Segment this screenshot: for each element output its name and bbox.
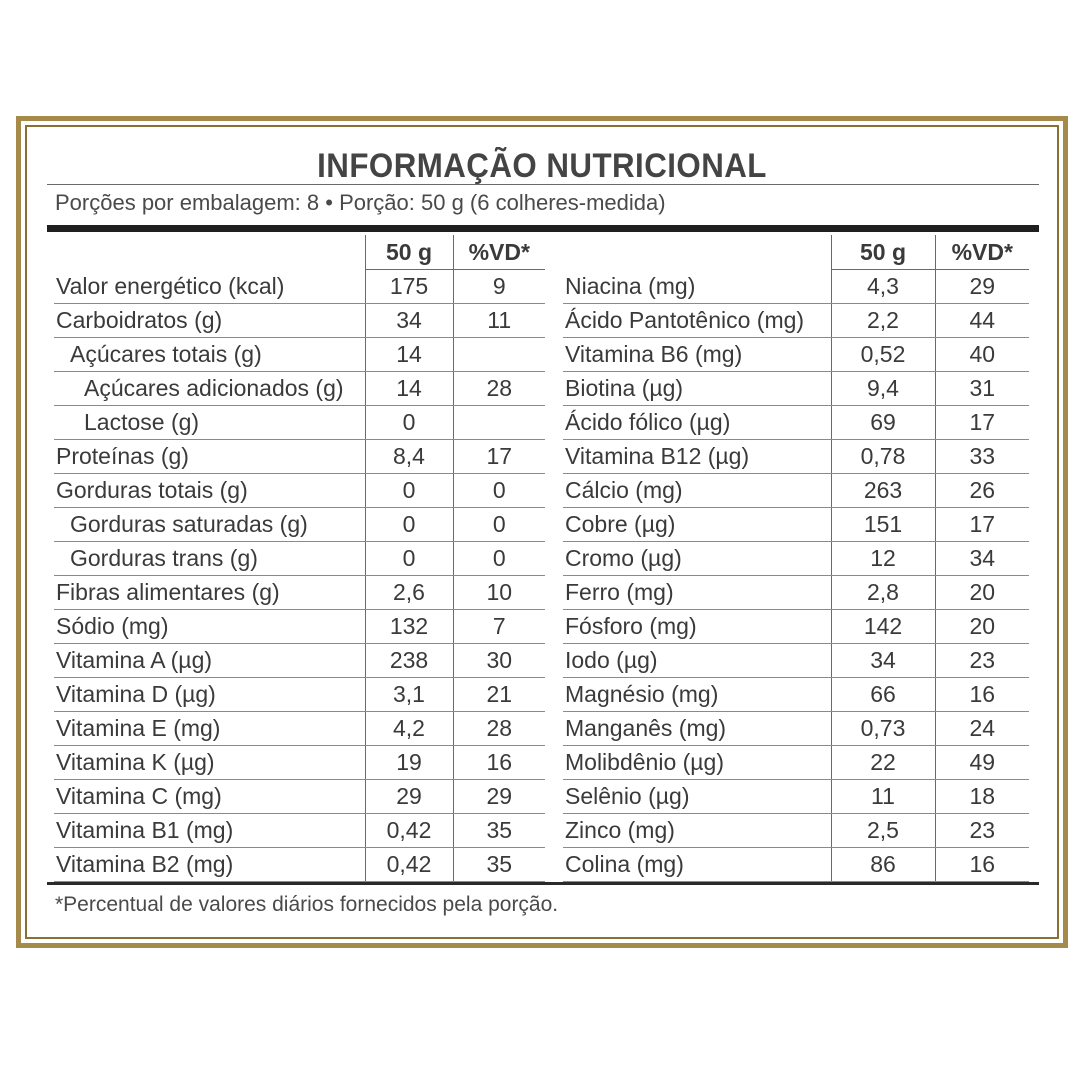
table-row [563, 372, 1029, 406]
nutrient-name: Vitamina B6 (mg) [563, 338, 831, 372]
table-row [54, 304, 545, 338]
nutrient-dv: 16 [453, 746, 545, 780]
nutrient-dv: 26 [935, 474, 1029, 508]
label-title: INFORMAÇÃO NUTRICIONAL [317, 147, 767, 185]
header-dv: %VD* [453, 235, 545, 270]
nutrient-amount: 2,2 [831, 304, 935, 338]
table-row [563, 576, 1029, 610]
table-row [54, 678, 545, 712]
nutrient-amount: 0 [365, 474, 453, 508]
nutrient-amount: 86 [831, 848, 935, 882]
nutrient-name: Vitamina B12 (µg) [563, 440, 831, 474]
table-row [563, 678, 1029, 712]
nutrient-dv: 0 [453, 542, 545, 576]
nutrient-amount: 142 [831, 610, 935, 644]
table-row [54, 338, 545, 372]
table-row [54, 712, 545, 746]
nutrient-name: Ácido fólico (µg) [563, 406, 831, 440]
nutrient-dv: 35 [453, 814, 545, 848]
nutrient-name: Selênio (µg) [563, 780, 831, 814]
nutrient-name: Valor energético (kcal) [54, 270, 365, 304]
nutrient-amount: 19 [365, 746, 453, 780]
table-row [563, 542, 1029, 576]
nutrients-table-left [54, 235, 545, 882]
header-dv: %VD* [935, 235, 1029, 270]
nutrient-amount: 0,73 [831, 712, 935, 746]
table-row [54, 576, 545, 610]
nutrient-name: Iodo (µg) [563, 644, 831, 678]
nutrient-name: Carboidratos (g) [54, 304, 365, 338]
nutrient-amount: 34 [365, 304, 453, 338]
table-row [54, 814, 545, 848]
nutrient-name: Cálcio (mg) [563, 474, 831, 508]
nutrient-amount: 0 [365, 508, 453, 542]
right-table-body [563, 270, 1029, 882]
table-row [563, 644, 1029, 678]
nutrient-name: Sódio (mg) [54, 610, 365, 644]
header-blank-cell [54, 235, 365, 270]
table-row [563, 780, 1029, 814]
nutrient-amount: 2,8 [831, 576, 935, 610]
nutrient-dv [453, 406, 545, 440]
nutrient-name: Vitamina B1 (mg) [54, 814, 365, 848]
table-row [563, 712, 1029, 746]
table-row [563, 848, 1029, 882]
nutrient-name: Gorduras totais (g) [54, 474, 365, 508]
nutrient-name: Ferro (mg) [563, 576, 831, 610]
header-amount: 50 g [831, 235, 935, 270]
footer-divider [47, 882, 1039, 885]
table-row [563, 610, 1029, 644]
nutrient-dv [453, 338, 545, 372]
table-row [54, 406, 545, 440]
nutrition-label-panel [25, 125, 1059, 939]
nutrient-name: Vitamina B2 (mg) [54, 848, 365, 882]
table-row [563, 338, 1029, 372]
header-thick-divider [47, 225, 1039, 232]
left-table-body [54, 270, 545, 882]
nutrients-table-right [563, 235, 1029, 882]
nutrient-dv: 35 [453, 848, 545, 882]
nutrient-name: Zinco (mg) [563, 814, 831, 848]
nutrient-amount: 69 [831, 406, 935, 440]
nutrient-name: Cromo (µg) [563, 542, 831, 576]
table-row [563, 746, 1029, 780]
nutrient-dv: 20 [935, 610, 1029, 644]
nutrition-label-frame [16, 116, 1068, 948]
nutrient-name: Proteínas (g) [54, 440, 365, 474]
nutrient-name: Cobre (µg) [563, 508, 831, 542]
table-row [563, 474, 1029, 508]
nutrient-name: Colina (mg) [563, 848, 831, 882]
table-row [54, 644, 545, 678]
nutrient-amount: 238 [365, 644, 453, 678]
nutrient-name: Açúcares adicionados (g) [54, 372, 365, 406]
nutrient-name: Vitamina C (mg) [54, 780, 365, 814]
nutrient-amount: 9,4 [831, 372, 935, 406]
nutrient-name: Magnésio (mg) [563, 678, 831, 712]
nutrient-dv: 23 [935, 814, 1029, 848]
nutrient-dv: 28 [453, 712, 545, 746]
table-row [563, 270, 1029, 304]
footnote: *Percentual de valores diários fornecidos pela porção. [55, 893, 559, 916]
nutrient-name: Fósforo (mg) [563, 610, 831, 644]
nutrient-name: Vitamina D (µg) [54, 678, 365, 712]
nutrient-amount: 3,1 [365, 678, 453, 712]
table-row [563, 406, 1029, 440]
nutrient-dv: 34 [935, 542, 1029, 576]
nutrient-name: Molibdênio (µg) [563, 746, 831, 780]
nutrient-dv: 7 [453, 610, 545, 644]
nutrient-name: Biotina (µg) [563, 372, 831, 406]
nutrient-dv: 18 [935, 780, 1029, 814]
table-row [54, 746, 545, 780]
nutrient-dv: 0 [453, 508, 545, 542]
nutrient-dv: 28 [453, 372, 545, 406]
nutrient-dv: 23 [935, 644, 1029, 678]
nutrient-dv: 49 [935, 746, 1029, 780]
nutrient-amount: 0 [365, 406, 453, 440]
header-amount: 50 g [365, 235, 453, 270]
table-row [54, 780, 545, 814]
nutrient-amount: 66 [831, 678, 935, 712]
nutrient-dv: 24 [935, 712, 1029, 746]
nutrient-name: Ácido Pantotênico (mg) [563, 304, 831, 338]
nutrient-amount: 14 [365, 372, 453, 406]
nutrient-name: Manganês (mg) [563, 712, 831, 746]
nutrient-amount: 0,42 [365, 814, 453, 848]
nutrient-amount: 263 [831, 474, 935, 508]
nutrient-dv: 40 [935, 338, 1029, 372]
table-row [563, 440, 1029, 474]
nutrient-dv: 10 [453, 576, 545, 610]
nutrient-amount: 175 [365, 270, 453, 304]
nutrient-name: Vitamina K (µg) [54, 746, 365, 780]
nutrient-name: Lactose (g) [54, 406, 365, 440]
nutrient-dv: 16 [935, 678, 1029, 712]
nutrient-name: Vitamina E (mg) [54, 712, 365, 746]
nutrient-amount: 0,42 [365, 848, 453, 882]
nutrient-dv: 11 [453, 304, 545, 338]
nutrient-amount: 14 [365, 338, 453, 372]
nutrient-amount: 132 [365, 610, 453, 644]
nutrient-amount: 0,52 [831, 338, 935, 372]
nutrient-dv: 29 [935, 270, 1029, 304]
nutrient-amount: 2,6 [365, 576, 453, 610]
nutrient-name: Niacina (mg) [563, 270, 831, 304]
nutrient-amount: 8,4 [365, 440, 453, 474]
nutrient-amount: 4,3 [831, 270, 935, 304]
table-header-row [563, 235, 1029, 270]
table-row [54, 474, 545, 508]
table-row [54, 508, 545, 542]
header-blank-cell [563, 235, 831, 270]
table-header-row [54, 235, 545, 270]
nutrient-name: Gorduras trans (g) [54, 542, 365, 576]
nutrient-name: Açúcares totais (g) [54, 338, 365, 372]
portion-info: Porções por embalagem: 8 • Porção: 50 g (6 colheres-medida) [55, 190, 666, 215]
nutrient-dv: 30 [453, 644, 545, 678]
nutrient-amount: 151 [831, 508, 935, 542]
nutrient-dv: 9 [453, 270, 545, 304]
nutrient-dv: 29 [453, 780, 545, 814]
table-row [563, 508, 1029, 542]
nutrient-amount: 4,2 [365, 712, 453, 746]
nutrient-dv: 44 [935, 304, 1029, 338]
nutrient-amount: 2,5 [831, 814, 935, 848]
title-divider [47, 184, 1039, 185]
nutrient-amount: 29 [365, 780, 453, 814]
nutrient-dv: 17 [453, 440, 545, 474]
nutrient-dv: 17 [935, 406, 1029, 440]
nutrient-dv: 31 [935, 372, 1029, 406]
table-row [54, 542, 545, 576]
nutrient-dv: 0 [453, 474, 545, 508]
table-row [563, 304, 1029, 338]
table-row [54, 610, 545, 644]
nutrient-name: Fibras alimentares (g) [54, 576, 365, 610]
nutrient-dv: 16 [935, 848, 1029, 882]
nutrient-amount: 0,78 [831, 440, 935, 474]
nutrient-name: Vitamina A (µg) [54, 644, 365, 678]
table-row [54, 270, 545, 304]
nutrient-amount: 22 [831, 746, 935, 780]
nutrient-dv: 33 [935, 440, 1029, 474]
nutrient-dv: 17 [935, 508, 1029, 542]
table-row [54, 848, 545, 882]
nutrient-amount: 12 [831, 542, 935, 576]
table-row [54, 440, 545, 474]
nutrient-dv: 21 [453, 678, 545, 712]
table-row [563, 814, 1029, 848]
nutrient-amount: 11 [831, 780, 935, 814]
nutrient-amount: 0 [365, 542, 453, 576]
nutrient-dv: 20 [935, 576, 1029, 610]
table-row [54, 372, 545, 406]
nutrient-name: Gorduras saturadas (g) [54, 508, 365, 542]
nutrient-amount: 34 [831, 644, 935, 678]
